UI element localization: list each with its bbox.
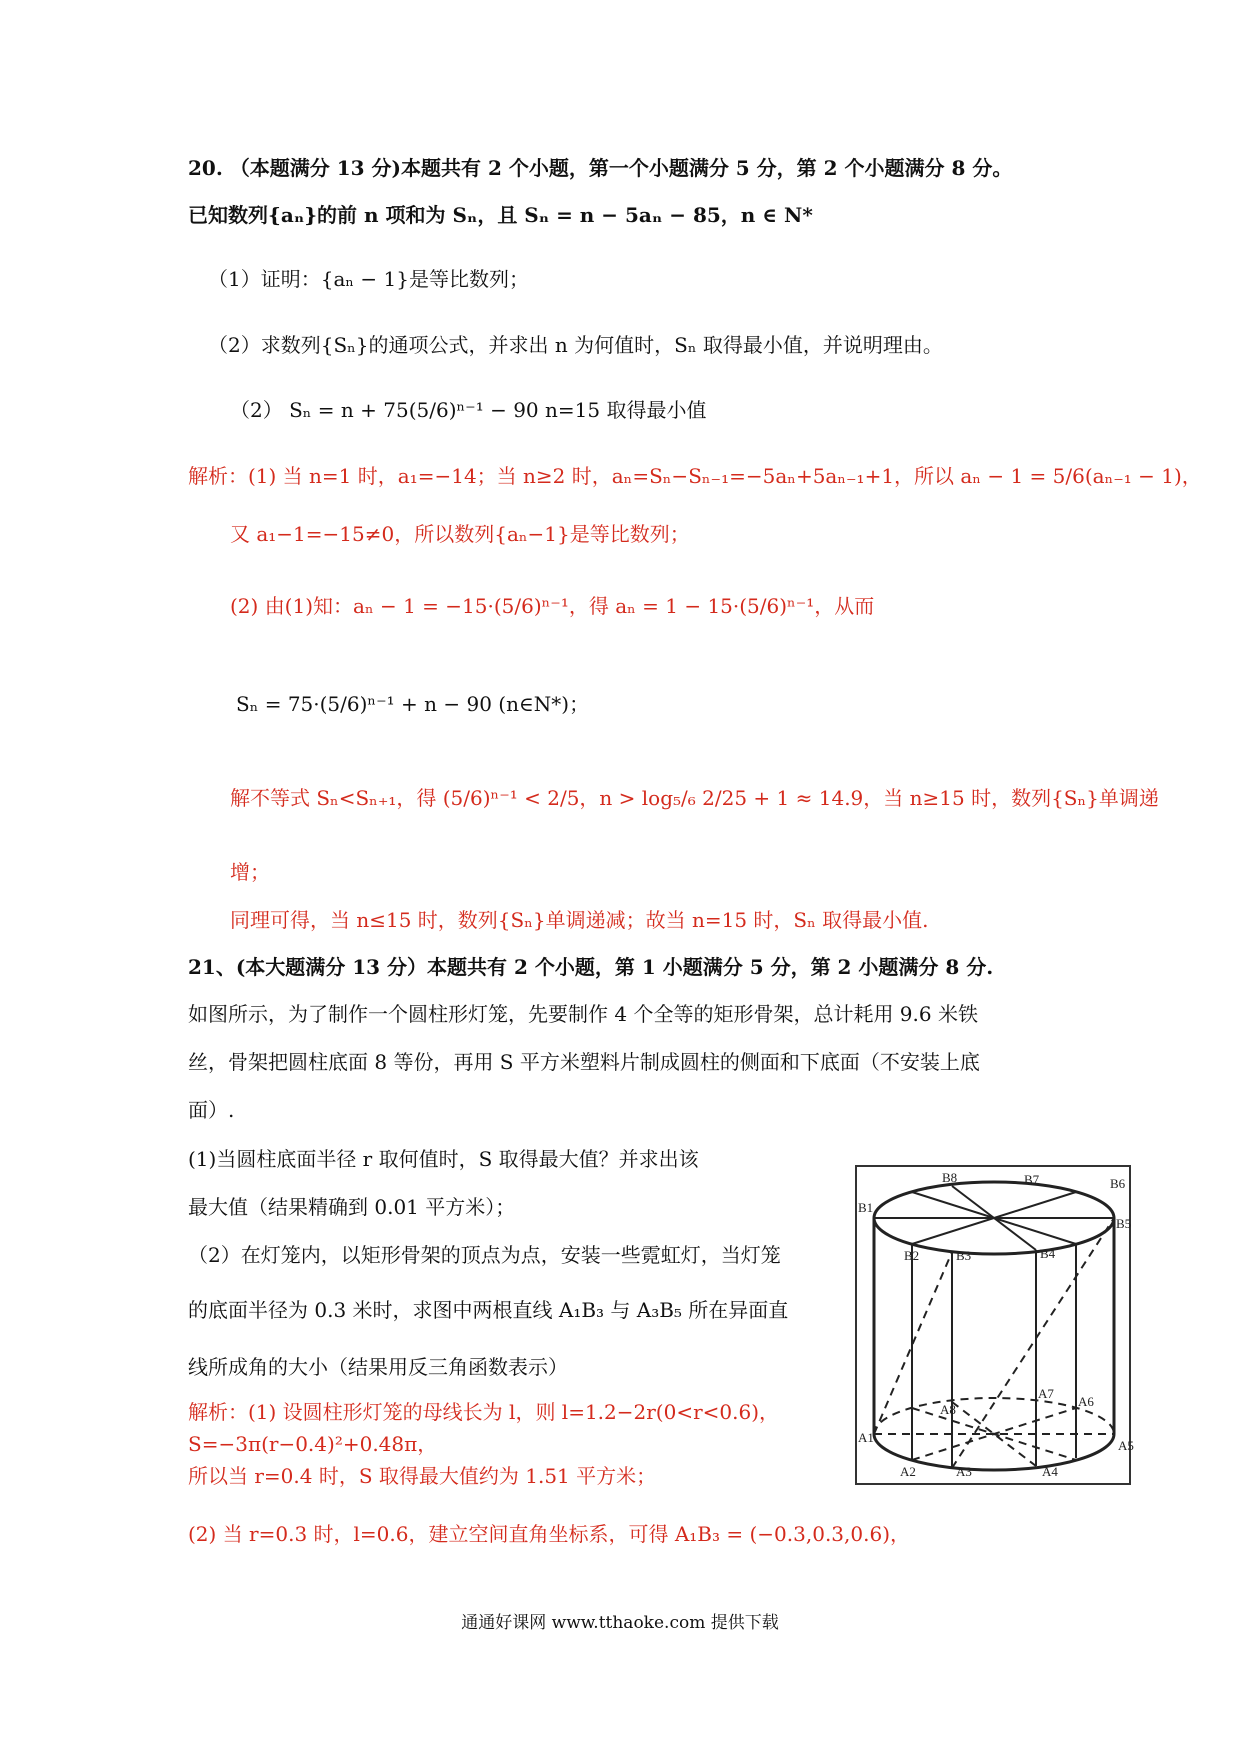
svg-text:B5: B5 bbox=[1116, 1216, 1132, 1231]
q20-solution-line1: 解析：(1) 当 n=1 时，a₁=−14；当 n≥2 时，aₙ=Sₙ−Sₙ₋₁=−5aₙ+5aₙ₋₁+1，所以 aₙ − 1 = 5/6(aₙ₋₁ − 1)， bbox=[188, 464, 1202, 488]
q21-solution-line1: 解析：(1) 设圆柱形灯笼的母线长为 l，则 l=1.2−2r(0<r<0.6)， bbox=[188, 1400, 780, 1424]
q21-solution-line2: S=−3π(r−0.4)²+0.48π， bbox=[188, 1432, 438, 1456]
q21-part2-line1: （2）在灯笼内，以矩形骨架的顶点为点，安装一些霓虹灯，当灯笼 bbox=[188, 1243, 781, 1267]
q21-part2-line3: 线所成角的大小（结果用反三角函数表示） bbox=[188, 1355, 568, 1379]
q21-part1-line1: (1)当圆柱底面半径 r 取何值时，S 取得最大值？并求出该 bbox=[188, 1147, 699, 1171]
svg-text:B2: B2 bbox=[904, 1248, 920, 1263]
svg-text:A7: A7 bbox=[1038, 1386, 1054, 1401]
svg-text:A8: A8 bbox=[940, 1402, 956, 1417]
q21-intro-line1: 如图所示，为了制作一个圆柱形灯笼，先要制作 4 个全等的矩形骨架，总计耗用 9.6 米铁 bbox=[188, 1002, 978, 1026]
q20-solution-line7: 同理可得，当 n≤15 时，数列{Sₙ}单调递减；故当 n=15 时，Sₙ 取得最小值. bbox=[230, 908, 929, 932]
q21-intro-line2: 丝，骨架把圆柱底面 8 等份，再用 S 平方米塑料片制成圆柱的侧面和下底面（不安装上底 bbox=[188, 1050, 980, 1074]
svg-text:B1: B1 bbox=[858, 1200, 874, 1215]
q20-solution-line4: Sₙ = 75·(5/6)ⁿ⁻¹ + n − 90 (n∈N*)； bbox=[236, 692, 590, 716]
q21-solution-line4: (2) 当 r=0.3 时，l=0.6，建立空间直角坐标系，可得 A₁B₃ = (−0.3,0.3,0.6)， bbox=[188, 1522, 910, 1546]
page-footer: 通通好课网 www.tthaoke.com 提供下载 bbox=[461, 1613, 779, 1633]
q20-solution-line6: 增； bbox=[230, 860, 270, 884]
svg-text:A6: A6 bbox=[1078, 1394, 1094, 1409]
svg-text:B4: B4 bbox=[1040, 1246, 1056, 1261]
q20-given: 已知数列{aₙ}的前 n 项和为 Sₙ，且 Sₙ = n − 5aₙ − 85，n ∈ N* bbox=[188, 203, 813, 227]
svg-text:A2: A2 bbox=[900, 1464, 916, 1479]
svg-text:B6: B6 bbox=[1110, 1176, 1126, 1191]
svg-text:A3: A3 bbox=[956, 1464, 972, 1479]
q20-solution-line5: 解不等式 Sₙ<Sₙ₊₁，得 (5/6)ⁿ⁻¹ < 2/5，n > log₅/₆ 2/25 + 1 ≈ 14.9，当 n≥15 时，数列{Sₙ}单调递 bbox=[230, 786, 1159, 810]
q20-heading: 20. （本题满分 13 分)本题共有 2 个小题，第一个小题满分 5 分，第 2 个小题满分 8 分。 bbox=[188, 156, 1013, 180]
q20-solution-line2: 又 a₁−1=−15≠0，所以数列{aₙ−1}是等比数列； bbox=[230, 522, 690, 546]
svg-text:A4: A4 bbox=[1042, 1464, 1058, 1479]
q21-heading: 21、(本大题满分 13 分）本题共有 2 个小题，第 1 小题满分 5 分，第 2 小题满分 8 分. bbox=[188, 955, 994, 979]
svg-text:B7: B7 bbox=[1024, 1172, 1040, 1187]
svg-text:B3: B3 bbox=[956, 1248, 972, 1263]
lantern-cylinder-figure bbox=[852, 1158, 1134, 1490]
svg-text:B8: B8 bbox=[942, 1170, 958, 1185]
q21-intro-line3: 面）. bbox=[188, 1098, 235, 1122]
q20-answer-line: （2） Sₙ = n + 75(5/6)ⁿ⁻¹ − 90 n=15 取得最小值 bbox=[230, 398, 707, 422]
q21-solution-line3: 所以当 r=0.4 时，S 取得最大值约为 1.51 平方米； bbox=[188, 1464, 657, 1488]
q21-part1-line2: 最大值（结果精确到 0.01 平方米）； bbox=[188, 1195, 516, 1219]
svg-text:A5: A5 bbox=[1118, 1438, 1134, 1453]
q20-part1: （1）证明：{aₙ − 1}是等比数列； bbox=[208, 267, 529, 291]
q20-solution-line3: (2) 由(1)知：aₙ − 1 = −15·(5/6)ⁿ⁻¹，得 aₙ = 1 − 15·(5/6)ⁿ⁻¹，从而 bbox=[230, 594, 875, 618]
svg-text:A1: A1 bbox=[858, 1430, 874, 1445]
q21-part2-line2: 的底面半径为 0.3 米时，求图中两根直线 A₁B₃ 与 A₃B₅ 所在异面直 bbox=[188, 1298, 789, 1322]
q20-part2: （2）求数列{Sₙ}的通项公式，并求出 n 为何值时，Sₙ 取得最小值，并说明理由。 bbox=[208, 333, 943, 357]
